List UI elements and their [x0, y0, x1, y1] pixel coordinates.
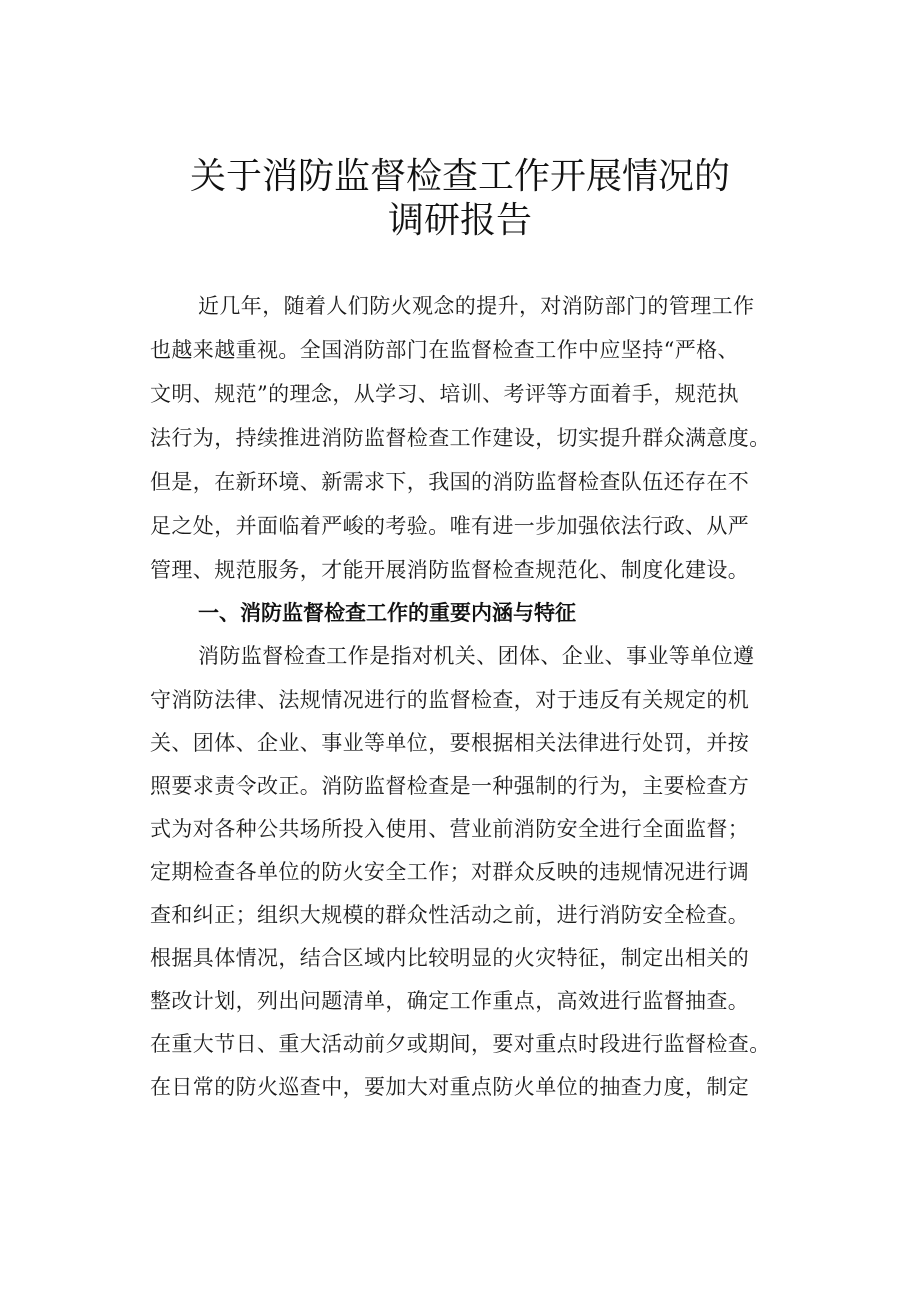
- paragraph-1-line: 也越来越重视。全国消防部门在监督检查工作中应坚持“严格、: [150, 338, 739, 362]
- paragraph-2-line: 照要求责令改正。消防监督检查是一种强制的行为，主要检查方: [150, 774, 750, 798]
- paragraph-2-line: 关、团体、企业、事业等单位，要根据相关法律进行处罚，并按: [150, 731, 750, 755]
- paragraph-2-line: 整改计划，列出问题清单，确定工作重点，高效进行监督抽查。: [150, 989, 750, 1013]
- paragraph-2-line: 消防监督检查工作是指对机关、团体、企业、事业等单位遵: [198, 644, 755, 668]
- paragraph-1-line: 管理、规范服务，才能开展消防监督检查规范化、制度化建设。: [150, 558, 750, 582]
- paragraph-2-line: 式为对各种公共场所投入使用、营业前消防安全进行全面监督；: [150, 817, 750, 841]
- paragraph-1-line: 近几年，随着人们防火观念的提升，对消防部门的管理工作: [198, 294, 755, 318]
- paragraph-2-line: 根据具体情况，结合区域内比较明显的火灾特征，制定出相关的: [150, 946, 750, 970]
- section-1-heading: 一、消防监督检查工作的重要内涵与特征: [198, 601, 576, 625]
- paragraph-2-line: 定期检查各单位的防火安全工作；对群众反映的违规情况进行调: [150, 860, 750, 884]
- paragraph-2-line: 守消防法律、法规情况进行的监督检查，对于违反有关规定的机: [150, 688, 750, 712]
- document-title-line-2: 调研报告: [387, 200, 532, 241]
- paragraph-2-line: 查和纠正；组织大规模的群众性活动之前，进行消防安全检查。: [150, 903, 750, 927]
- document-title-line-1: 关于消防监督检查工作开展情况的: [189, 156, 730, 197]
- paragraph-2-line: 在日常的防火巡查中，要加大对重点防火单位的抽查力度，制定: [150, 1075, 750, 1099]
- paragraph-1-line: 文明、规范”的理念，从学习、培训、考评等方面着手，规范执: [150, 382, 739, 406]
- paragraph-1-line: 但是，在新环境、新需求下，我国的消防监督检查队伍还存在不: [150, 470, 750, 494]
- paragraph-1-line: 足之处，并面临着严峻的考验。唯有进一步加强依法行政、从严: [150, 514, 750, 538]
- paragraph-2-line: 在重大节日、重大活动前夕或期间，要对重点时段进行监督检查。: [150, 1032, 771, 1056]
- paragraph-1-line: 法行为，持续推进消防监督检查工作建设，切实提升群众满意度。: [150, 426, 771, 450]
